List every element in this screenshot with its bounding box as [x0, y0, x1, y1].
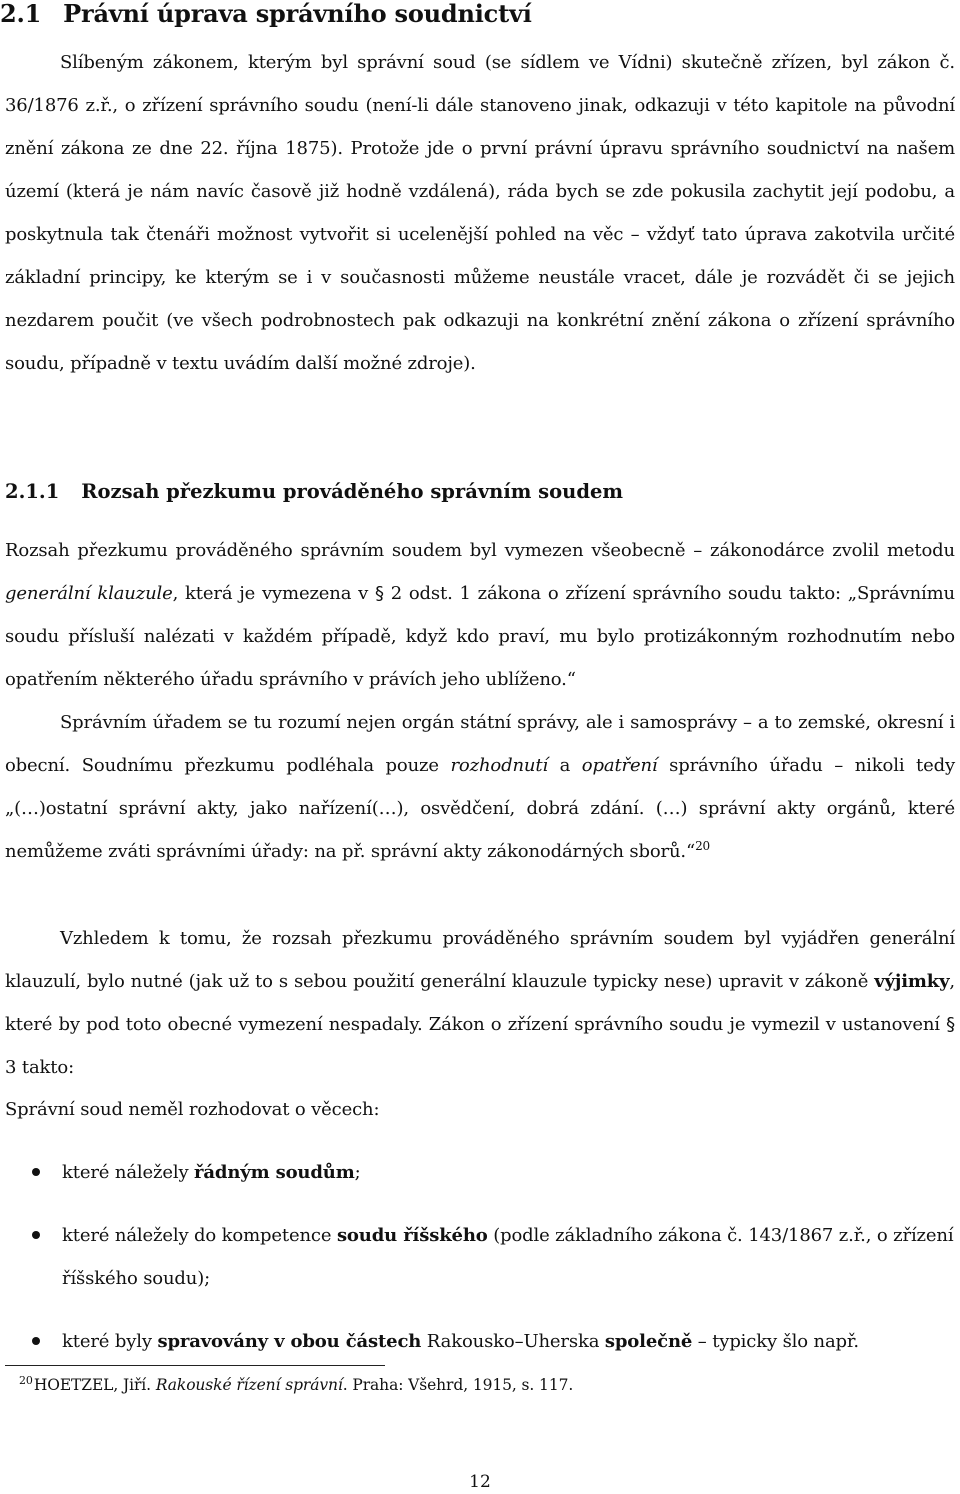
paragraph-2-text-b: , která je vymezena v — [172, 583, 376, 604]
section-heading — [0, 0, 532, 32]
list-item — [5, 1214, 955, 1300]
footnote-mark: 20 — [19, 1373, 33, 1387]
paragraph-1: Slíbeným zákonem, kterým byl správní soud (se sídlem ve Vídni) skutečně zřízen, byl zákon č. 36/1876 z.ř., o zřízení správního soudu (není-li dále stanoveno jinak, odkazuji v této kapitole na původní znění zákona ze dne 22. října 1875). Protože jde o první právní úpravu správního soudnictví na našem území (která je nám navíc časově již hodně vzdálená), ráda bych se zde pokusila zachytit její podobu, a poskytnula tak čtenáři možnost vytvořit si ucelenější pohled na věc – vždyť tato úprava zakotvila určité základní principy, ke kterým se i v současnosti můžeme neustále vracet, dále je rozvádět či se jejich nezdarem poučit (ve všech podrobnostech pak odkazuji na konkrétní znění zákona o zřízení správního soudu, případně v textu uvádím další možné zdroje). — [5, 52, 955, 374]
paragraph-4-text-c: 3 takto: — [5, 1057, 74, 1078]
section-sign: § — [375, 583, 384, 604]
paragraph-2-text-c: 2 odst. 1 zákona o zřízení správního soudu takto: „Správnímu soudu přísluší nalézati v každém případě, když kdo praví, mu bylo protizákonným rozhodnutím nebo opatřením některého úřadu správního v právích jeho ublíženo.“ — [5, 583, 955, 690]
subsection-title: Rozsah přezkumu prováděného správním soudem — [81, 480, 624, 503]
opatreni-italic: opatření — [581, 755, 658, 776]
footnote-20 — [5, 1373, 573, 1397]
subsection-heading — [5, 476, 623, 508]
bullet-2-bold: soudu říšského — [336, 1225, 488, 1246]
paragraph-3-text-c: správního úřadu – nikoli tedy „(…)ostatní správní akty, jako nařízení(…), osvědčení, dobrá zdání. (…) správní akty orgánů, které nemůžeme zváti správními úřady: na př. správní akty zákonodárných sborů.“ — [5, 755, 955, 862]
section-sign: § — [946, 1014, 955, 1035]
footnote-divider — [5, 1365, 385, 1366]
paragraph-4-text-a: Vzhledem k tomu, že rozsah přezkumu prováděného správním soudem byl vyjádřen generální klauzulí, bylo nutné (jak už to s sebou použití generální klauzule typicky nese) upravit v zákoně — [5, 928, 955, 992]
bullet-1-bold: řádným soudům — [194, 1162, 355, 1183]
footnote-author: HOETZEL, Jiří. — [33, 1376, 156, 1394]
footnote-rest: . Praha: Všehrd, 1915, s. 117. — [342, 1376, 574, 1394]
bullet-icon — [32, 1168, 40, 1176]
bullet-2-text-b: (podle základního zákona č. 143/1867 z.ř., o zřízení říšského soudu); — [62, 1225, 954, 1289]
paragraph-4 — [5, 917, 955, 1089]
bullet-2-text-a: které náležely do kompetence — [62, 1225, 337, 1246]
list-item — [5, 1151, 955, 1194]
section-title: Právní úprava správního soudnictví — [63, 0, 532, 28]
paragraph-2-text-a: Rozsah přezkumu prováděného správním soudem byl vymezen všeobecně – zákonodárce zvolil metodu — [5, 540, 955, 561]
list-item — [5, 1320, 955, 1363]
footnote-ref-20[interactable]: 20 — [695, 839, 711, 853]
bullet-icon — [32, 1231, 40, 1239]
rozhodnuti-italic: rozhodnutí — [450, 755, 549, 776]
bullet-3-bold-b: společně — [604, 1331, 693, 1352]
bullet-3-bold-a: spravovány v obou částech — [157, 1331, 422, 1352]
paragraph-3-text-a: Správním úřadem se tu rozumí nejen orgán státní správy, ale i samosprávy – a to zemské, okresní i obecní. Soudnímu přezkumu podléhala pouze — [5, 712, 955, 776]
paragraph-3 — [5, 701, 955, 873]
bullet-3-text-a: které byly — [62, 1331, 158, 1352]
paragraph-2 — [5, 529, 955, 701]
page-number: 12 — [469, 1472, 491, 1492]
bullet-3-text-c: – typicky šlo např. — [692, 1331, 859, 1352]
bullet-1-text-b: ; — [354, 1162, 361, 1183]
paragraph-5: Správní soud neměl rozhodovat o věcech: — [5, 1099, 380, 1120]
generalni-klauzule-italic: generální klauzule — [5, 583, 173, 604]
paragraph-3-text-b: a — [548, 755, 582, 776]
section-number: 2.1 — [0, 0, 42, 28]
bullet-1-text-a: které náležely — [62, 1162, 195, 1183]
bullet-3-text-b: Rakousko–Uherska — [421, 1331, 605, 1352]
paragraph-4-text-b: , které by pod toto obecné vymezení nespadaly. Zákon o zřízení správního soudu je vymezil v ustanovení — [5, 971, 955, 1035]
vyjimky-bold: výjimky — [874, 971, 950, 992]
subsection-number: 2.1.1 — [5, 480, 60, 503]
bullet-icon — [32, 1337, 40, 1345]
footnote-title: Rakouské řízení správní — [155, 1376, 343, 1394]
